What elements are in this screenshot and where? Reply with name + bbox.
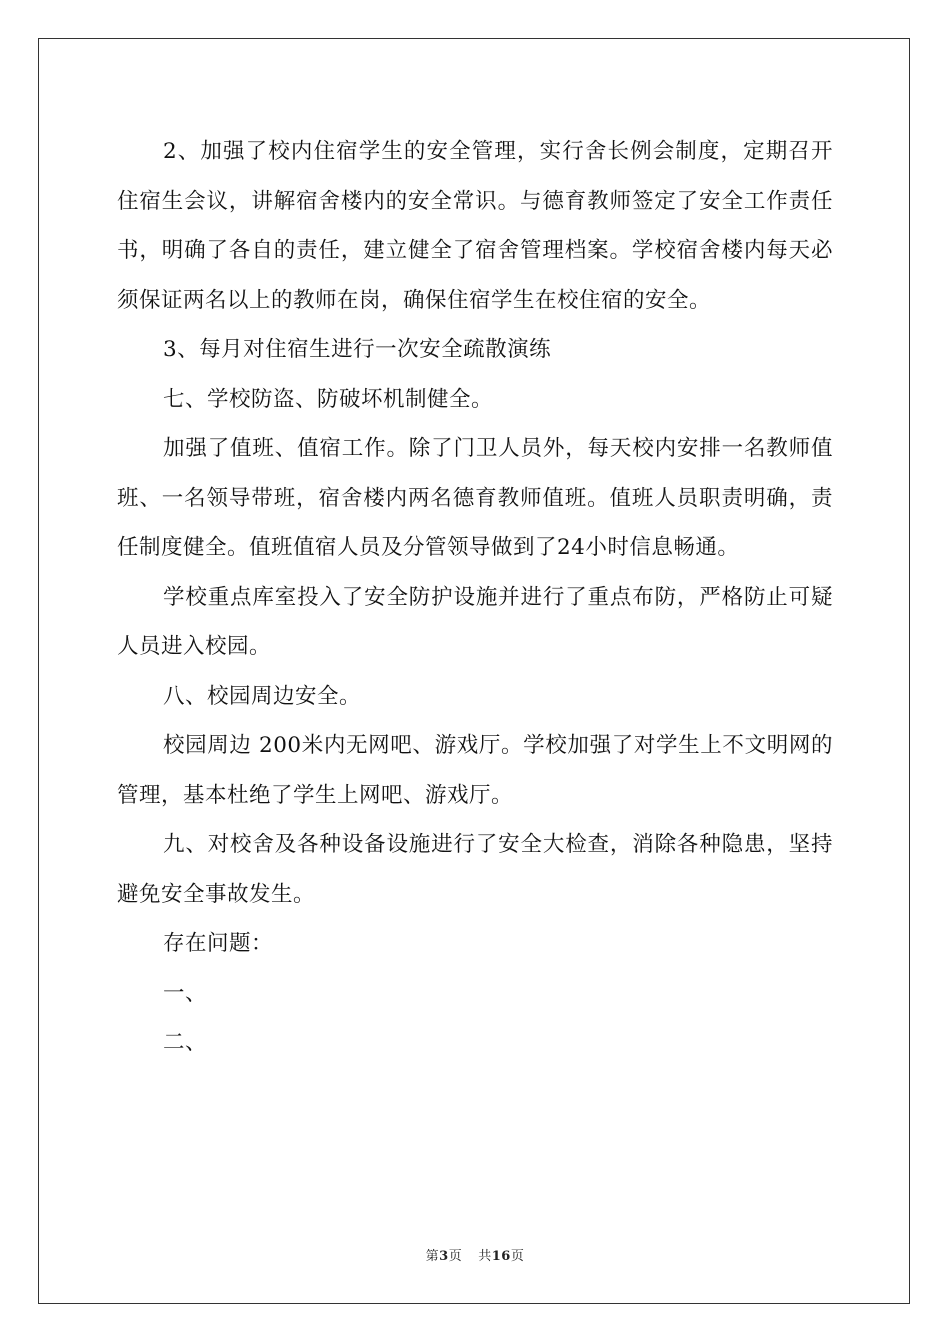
paragraph-internet-cafe: 校园周边 200米内无网吧、游戏厅。学校加强了对学生上不文明网的管理，基本杜绝了学生上网吧、游戏厅。 [117, 733, 833, 808]
total-prefix: 共 [478, 1249, 492, 1264]
page-suffix: 页 [448, 1249, 463, 1264]
paragraph-dormitory-safety: 2、加强了校内住宿学生的安全管理，实行舍长例会制度，定期召开住宿生会议，讲解宿舍楼内的安全常识。与德育教师签定了安全工作责任书，明确了各自的责任，建立健全了宿舍管理档案。学校宿舍楼内每天必须保证两名以上的教师在岗，确保住宿学生在校住宿的安全。 [117, 139, 833, 313]
paragraph-evacuation-drill: 3、每月对住宿生进行一次安全疏散演练 [163, 337, 552, 362]
paragraph-duty-work: 加强了值班、值宿工作。除了门卫人员外，每天校内安排一名教师值班、一名领导带班，宿舍楼内两名德育教师值班。值班人员职责明确，责任制度健全。值班值宿人员及分管领导做到了24小时信息畅通。 [117, 436, 833, 560]
problem-item-2: 二、 [163, 1030, 208, 1055]
total-pages: 16 [491, 1249, 511, 1264]
total-suffix: 页 [510, 1249, 525, 1264]
problem-item-1: 一、 [163, 980, 208, 1006]
page-number: 3 [439, 1249, 449, 1264]
paragraph-safety-inspection: 九、对校舍及各种设备设施进行了安全大检查，消除各种隐患，坚持避免安全事故发生。 [117, 832, 833, 907]
document-body [117, 127, 833, 1068]
heading-campus-surroundings: 八、校园周边安全。 [163, 683, 362, 709]
paragraph-storage-protection: 学校重点库室投入了安全防护设施并进行了重点布防，严格防止可疑人员进入校园。 [117, 584, 833, 659]
page-prefix: 第 [425, 1249, 440, 1264]
heading-anti-theft: 七、学校防盗、防破坏机制健全。 [163, 386, 494, 412]
page-footer [0, 1245, 950, 1264]
heading-existing-problems: 存在问题： [163, 931, 274, 956]
